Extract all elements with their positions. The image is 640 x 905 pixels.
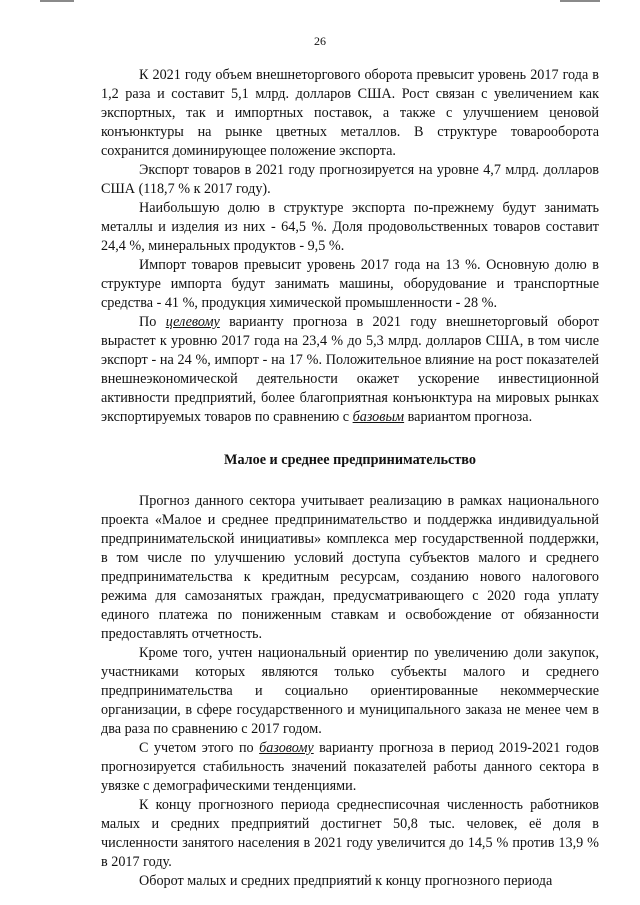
page-number: 26 bbox=[314, 34, 326, 48]
paragraph-procurement: Кроме того, учтен национальный ориентир по увеличению доли закупок, участниками которых являются только субъекты малого и среднего предпринимательства и социально ориентированные некоммерческие организации, в сфере государственного и муниципального заказа не менее чем в два раза по сравнению с 2017 годом. bbox=[101, 645, 599, 737]
emphasis-target: целевому bbox=[165, 314, 220, 330]
text-run: По bbox=[139, 314, 166, 330]
section-heading: Малое и среднее предпринимательство bbox=[224, 452, 476, 468]
paragraph-trade-turnover: К 2021 году объем внешнеторгового оборота превысит уровень 2017 года в 1,2 раза и составит 5,1 млрд. долларов США. Рост связан с увеличением как экспортных, так и импортных поставок, а также с улучшением ценовой конъюнктуры на рынке цветных металлов. В структуре товарооборота сохранится доминирующее положение экспорта. bbox=[101, 67, 599, 159]
paragraph-export-forecast: Экспорт товаров в 2021 году прогнозируется на уровне 4,7 млрд. долларов США (118,7 % к 2017 году). bbox=[101, 162, 599, 197]
paragraph-sme-forecast: Прогноз данного сектора учитывает реализацию в рамках национального проекта «Малое и среднее предпринимательство и поддержка индивидуальной предпринимательской инициативы» комплекса мер государственной поддержки, в том числе по улучшению условий доступа субъектов малого и среднего предпринимательства к кредитным ресурсам, созданию нового налогового режима для самозанятых граждан, предусматривающего с 2020 года уплату единого платежа по пониженным ставкам и освобождение от обязанности предоставлять отчетность. bbox=[101, 493, 599, 642]
text-run: С учетом этого по bbox=[139, 740, 260, 756]
emphasis-base: базовому bbox=[259, 740, 314, 756]
document-body bbox=[101, 66, 599, 891]
paragraph-target-variant bbox=[101, 313, 599, 427]
emphasis-base: базовым bbox=[352, 409, 405, 425]
paragraph-import-forecast: Импорт товаров превысит уровень 2017 года на 13 %. Основную долю в структуре импорта будут занимать машины, оборудование и транспортные средства - 41 %, продукция химической промышленности - 28 %. bbox=[101, 257, 599, 311]
text-run: варианту прогноза в 2021 году внешнеторговый оборот вырастет к уровню 2017 года на 23,4 % до 5,3 млрд. долларов США, в том числе экспорт - на 24 %, импорт - на 17 %. Положительное влияние на рост показателей внешнеэкономической деятельности окажет ускорение инвестиционной активности предприятий, более благоприятная конъюнктура на мировых рынках экспортируемых товаров по сравнению с bbox=[101, 314, 599, 425]
paragraph-base-variant bbox=[101, 739, 599, 796]
paragraph-turnover: Оборот малых и средних предприятий к концу прогнозного периода bbox=[139, 873, 553, 889]
top-edge-mark-left bbox=[40, 0, 74, 2]
paragraph-employment: К концу прогнозного периода среднесписочная численность работников малых и средних предприятий достигнет 50,8 тыс. человек, её доля в численности занятого населения в 2021 году увеличится до 14,5 % против 13,9 % в 2017 году. bbox=[101, 797, 599, 870]
top-edge-mark-right bbox=[560, 0, 600, 2]
text-run: варианту прогноза в период 2019-2021 годов прогнозируется стабильность значений показателей работы данного сектора в увязке с демографическими тенденциями. bbox=[101, 740, 600, 794]
paragraph-export-structure: Наибольшую долю в структуре экспорта по-прежнему будут занимать металлы и изделия из них - 64,5 %. Доля продовольственных товаров составит 24,4 %, минеральных продуктов - 9,5 %. bbox=[101, 200, 599, 254]
text-run: вариантом прогноза. bbox=[404, 409, 533, 425]
